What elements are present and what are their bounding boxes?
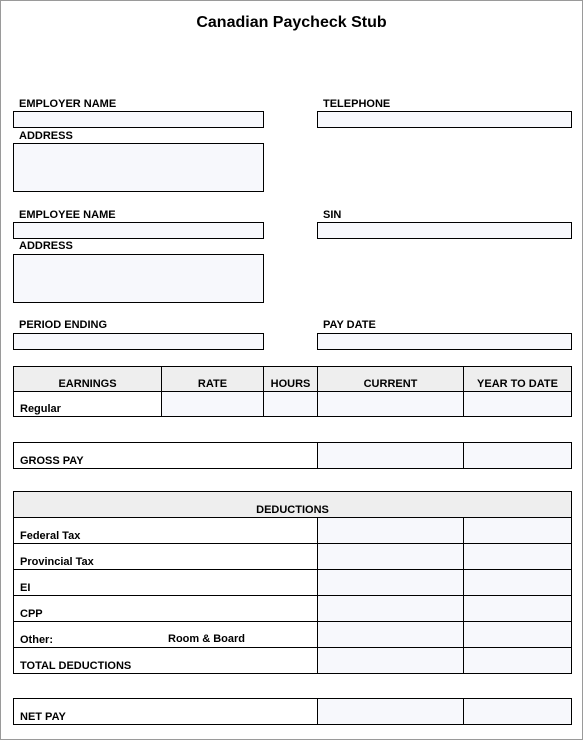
cpp-current-cell[interactable] — [317, 595, 464, 622]
pay-date-field[interactable] — [317, 333, 572, 350]
employer-name-label: EMPLOYER NAME — [19, 98, 117, 110]
employer-name-field[interactable] — [13, 111, 264, 128]
other-label: Other: — [20, 634, 53, 646]
total-deductions-current-cell[interactable] — [317, 647, 464, 674]
earnings-header: EARNINGS — [13, 366, 162, 392]
employer-address-label: ADDRESS — [19, 130, 73, 142]
employee-name-label: EMPLOYEE NAME — [19, 209, 116, 221]
federal-tax-current-cell[interactable] — [317, 517, 464, 544]
page-title: Canadian Paycheck Stub — [196, 14, 387, 31]
net-pay-current-cell[interactable] — [317, 698, 464, 725]
current-header: CURRENT — [317, 366, 464, 392]
deduction-row-label-federal-tax: Federal Tax — [13, 517, 318, 544]
gross-pay-ytd-cell[interactable] — [463, 442, 572, 469]
employee-name-field[interactable] — [13, 222, 264, 239]
net-pay-label: NET PAY — [13, 698, 318, 725]
net-pay-ytd-cell[interactable] — [463, 698, 572, 725]
deduction-row-label-provincial-tax: Provincial Tax — [13, 543, 318, 570]
cpp-ytd-cell[interactable] — [463, 595, 572, 622]
deduction-row-label-other — [13, 621, 318, 648]
federal-tax-ytd-cell[interactable] — [463, 517, 572, 544]
total-deductions-ytd-cell[interactable] — [463, 647, 572, 674]
provincial-tax-ytd-cell[interactable] — [463, 543, 572, 570]
deductions-header: DEDUCTIONS — [13, 491, 572, 518]
employee-address-field[interactable] — [13, 254, 264, 303]
room-and-board-label: Room & Board — [168, 633, 245, 645]
other-current-cell[interactable] — [317, 621, 464, 648]
gross-pay-current-cell[interactable] — [317, 442, 464, 469]
regular-hours-cell[interactable] — [263, 391, 318, 417]
gross-pay-label: GROSS PAY — [13, 442, 318, 469]
deduction-row-label-cpp: CPP — [13, 595, 318, 622]
pay-date-label: PAY DATE — [323, 319, 376, 331]
provincial-tax-current-cell[interactable] — [317, 543, 464, 570]
period-ending-field[interactable] — [13, 333, 264, 350]
telephone-field[interactable] — [317, 111, 572, 128]
sin-label: SIN — [323, 209, 342, 221]
regular-current-cell[interactable] — [317, 391, 464, 417]
employer-address-field[interactable] — [13, 143, 264, 192]
earnings-row-label-regular: Regular — [13, 391, 162, 417]
other-ytd-cell[interactable] — [463, 621, 572, 648]
ei-current-cell[interactable] — [317, 569, 464, 596]
rate-header: RATE — [161, 366, 264, 392]
regular-ytd-cell[interactable] — [463, 391, 572, 417]
period-ending-label: PERIOD ENDING — [19, 319, 108, 331]
employee-address-label: ADDRESS — [19, 240, 73, 252]
hours-header: HOURS — [263, 366, 318, 392]
year-to-date-header: YEAR TO DATE — [463, 366, 572, 392]
deduction-row-label-ei: EI — [13, 569, 318, 596]
sin-field[interactable] — [317, 222, 572, 239]
ei-ytd-cell[interactable] — [463, 569, 572, 596]
regular-rate-cell[interactable] — [161, 391, 264, 417]
telephone-label: TELEPHONE — [323, 98, 391, 110]
deduction-row-label-total-deductions: TOTAL DEDUCTIONS — [13, 647, 318, 674]
